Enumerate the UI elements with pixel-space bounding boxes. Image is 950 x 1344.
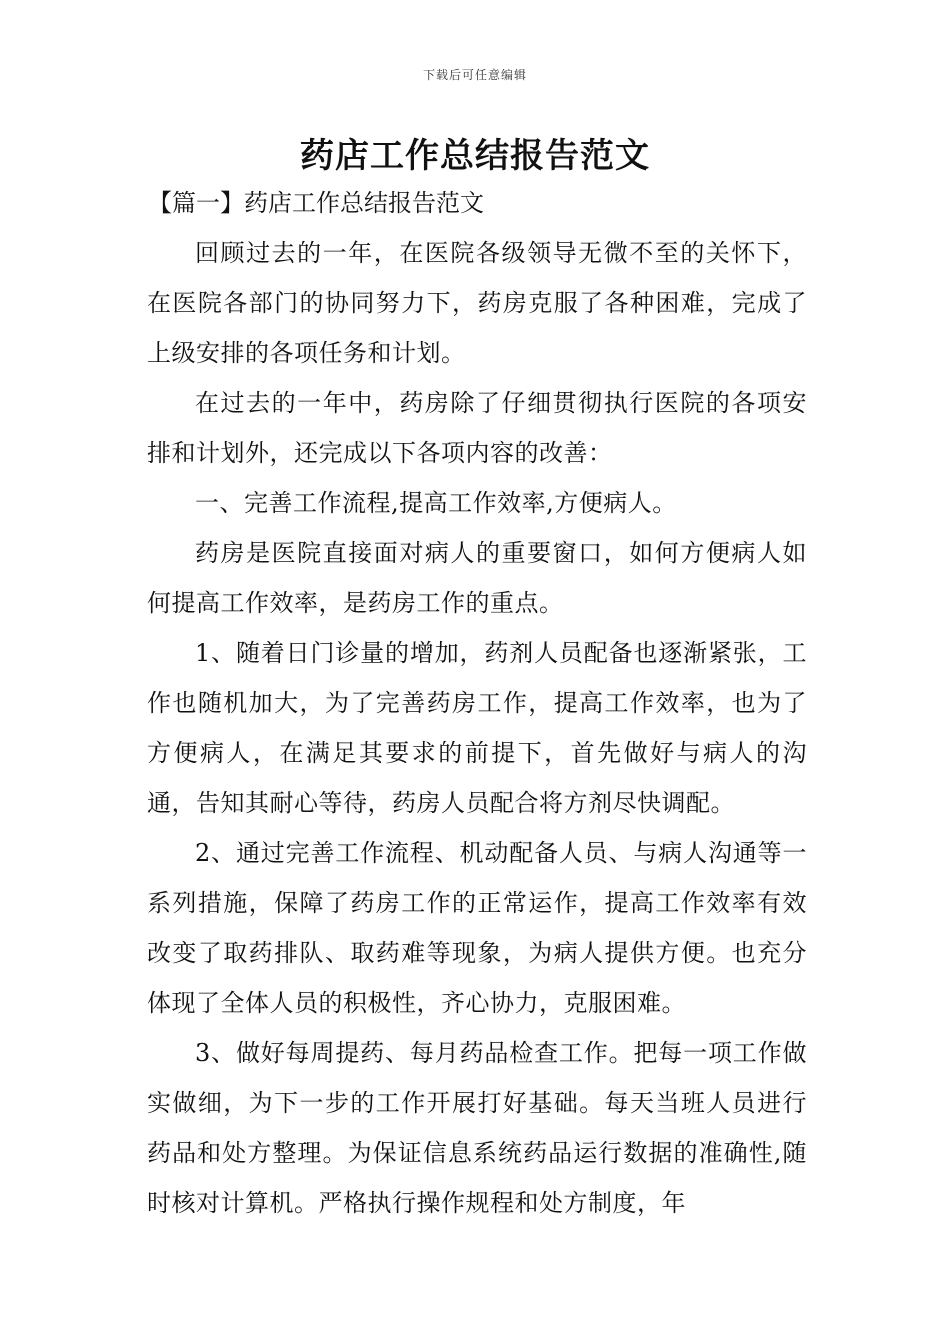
- paragraph-6: 2、通过完善工作流程、机动配备人员、与病人沟通等一系列措施，保障了药房工作的正常运作，提高工作效率有效改变了取药排队、取药难等现象，为病人提供方便。也充分体现了全体人员的积极性，齐心协力，克服困难。: [147, 839, 807, 1017]
- body-text: [147, 228, 807, 1228]
- paragraph-2: 在过去的一年中，药房除了仔细贯彻执行医院的各项安排和计划外，还完成以下各项内容的改善：: [147, 389, 807, 467]
- section-heading: 【篇一】药店工作总结报告范文: [148, 189, 484, 217]
- paragraph-3: 一、完善工作流程,提高工作效率,方便病人。: [195, 489, 677, 517]
- paragraph-5: 1、随着日门诊量的增加，药剂人员配备也逐渐紧张，工作也随机加大，为了完善药房工作，提高工作效率，也为了方便病人，在满足其要求的前提下，首先做好与病人的沟通，告知其耐心等待，药房人员配合将方剂尽快调配。: [147, 639, 807, 817]
- header-note: 下载后可任意编辑: [422, 68, 527, 82]
- paragraph-1: 回顾过去的一年，在医院各级领导无微不至的关怀下，在医院各部门的协同努力下，药房克服了各种困难，完成了上级安排的各项任务和计划。: [147, 239, 807, 367]
- paragraph-4: 药房是医院直接面对病人的重要窗口，如何方便病人如何提高工作效率，是药房工作的重点。: [147, 539, 807, 617]
- document-title: 药店工作总结报告范文: [300, 136, 650, 176]
- paragraph-7: 3、做好每周提药、每月药品检查工作。把每一项工作做实做细，为下一步的工作开展打好基础。每天当班人员进行药品和处方整理。为保证信息系统药品运行数据的准确性,随时核对计算机。严格执行操作规程和处方制度，年: [147, 1039, 807, 1217]
